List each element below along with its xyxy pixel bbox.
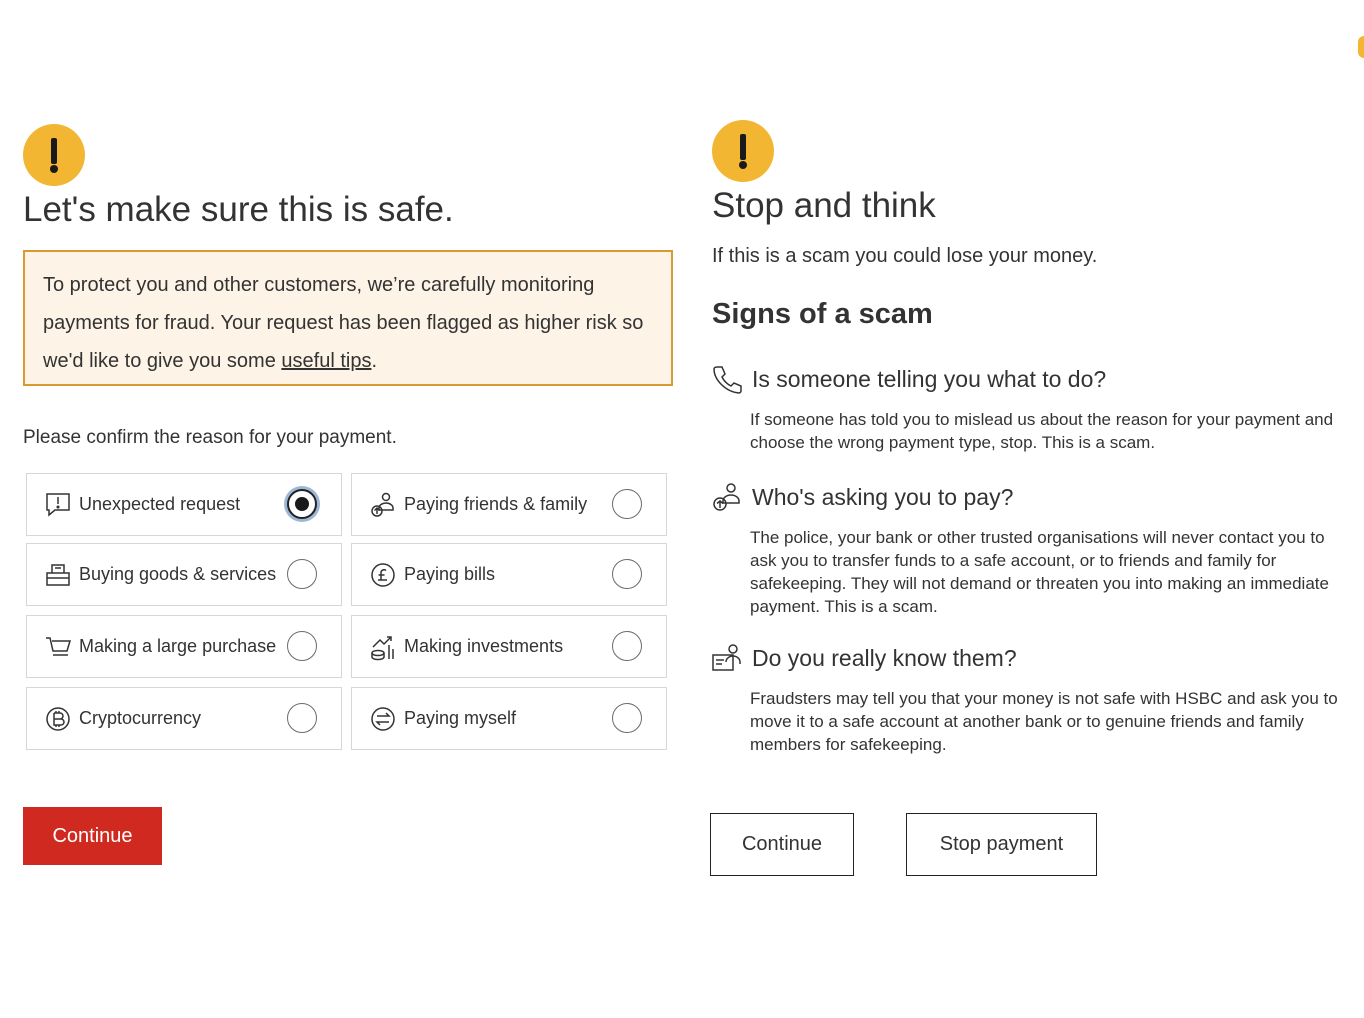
radio-paying-friends-family[interactable] — [612, 489, 642, 519]
option-unexpected-request[interactable] — [26, 473, 342, 536]
stop-payment-button[interactable]: Stop payment — [906, 813, 1097, 876]
continue-button[interactable]: Continue — [23, 807, 162, 865]
contact-card-icon — [710, 641, 744, 675]
phone-icon — [710, 362, 744, 396]
sign-text: Fraudsters may tell you that your money is not safe with HSBC and ask you to move it to a safe account at another bank or to genuine friends and family members for safekeeping. — [750, 689, 1338, 754]
sign-heading: Do you really know them? — [752, 644, 1017, 671]
option-cryptocurrency[interactable] — [26, 687, 342, 750]
radio-paying-myself[interactable] — [612, 703, 642, 733]
investment-icon — [368, 632, 398, 662]
sign-heading: Who's asking you to pay? — [752, 483, 1014, 510]
scam-warning-subtitle: If this is a scam you could lose your money. — [712, 245, 1098, 267]
option-large-purchase[interactable] — [26, 615, 342, 678]
payment-reason-label: Please confirm the reason for your payment. — [23, 427, 397, 448]
sign-text: If someone has told you to mislead us about the reason for your payment and choose the wrong payment type, stop. This is a scam. — [750, 410, 1334, 452]
radio-making-investments[interactable] — [612, 631, 642, 661]
option-label: Buying goods & services — [79, 564, 277, 584]
option-paying-bills[interactable] — [351, 543, 667, 606]
cart-icon — [43, 632, 73, 662]
crypto-icon — [43, 704, 73, 734]
people-icon — [710, 480, 744, 514]
radio-unexpected-request[interactable] — [287, 489, 317, 519]
register-icon — [43, 560, 73, 590]
speech-bubble-exclamation-icon — [43, 490, 73, 520]
option-label: Paying friends & family — [404, 494, 588, 514]
page-title: Let's make sure this is safe. — [23, 190, 454, 229]
radio-buying-goods-services[interactable] — [287, 559, 317, 589]
stop-think-title: Stop and think — [712, 186, 936, 225]
people-icon — [368, 490, 398, 520]
notice-suffix: . — [371, 350, 378, 372]
sign-heading: Is someone telling you what to do? — [752, 365, 1107, 392]
warning-icon — [23, 124, 85, 186]
option-making-investments[interactable] — [351, 615, 667, 678]
sign-item — [710, 641, 1340, 756]
continue-outline-button[interactable]: Continue — [710, 813, 854, 876]
option-label: Paying myself — [404, 708, 517, 728]
sign-item — [710, 362, 1340, 454]
radio-cryptocurrency[interactable] — [287, 703, 317, 733]
option-label: Paying bills — [404, 564, 496, 584]
radio-large-purchase[interactable] — [287, 631, 317, 661]
signs-of-scam-heading: Signs of a scam — [712, 298, 933, 330]
pound-icon — [368, 560, 398, 590]
option-label: Cryptocurrency — [79, 708, 202, 728]
adjacent-panel-edge — [1358, 36, 1364, 58]
fraud-notice — [23, 250, 673, 386]
option-label: Unexpected request — [79, 494, 241, 514]
sign-text: The police, your bank or other trusted organisations will never contact you to ask you to transfer funds to a safe account, or to friends and family for safekeeping. They will not demand or threaten you into making an immediate payment. This is a scam. — [750, 528, 1329, 616]
option-label: Making investments — [404, 636, 564, 656]
notice-text: To protect you and other customers, we’re carefully monitoring payments for fraud. Your request has been flagged as higher risk so we'd like to give you some — [43, 274, 644, 372]
sign-item — [710, 480, 1340, 618]
radio-paying-bills[interactable] — [612, 559, 642, 589]
transfer-icon — [368, 704, 398, 734]
option-paying-friends-family[interactable] — [351, 473, 667, 536]
option-paying-myself[interactable] — [351, 687, 667, 750]
useful-tips-link[interactable]: useful tips — [281, 350, 372, 372]
option-label: Making a large purchase — [79, 636, 277, 656]
option-buying-goods-services[interactable] — [26, 543, 342, 606]
warning-icon — [712, 120, 774, 182]
